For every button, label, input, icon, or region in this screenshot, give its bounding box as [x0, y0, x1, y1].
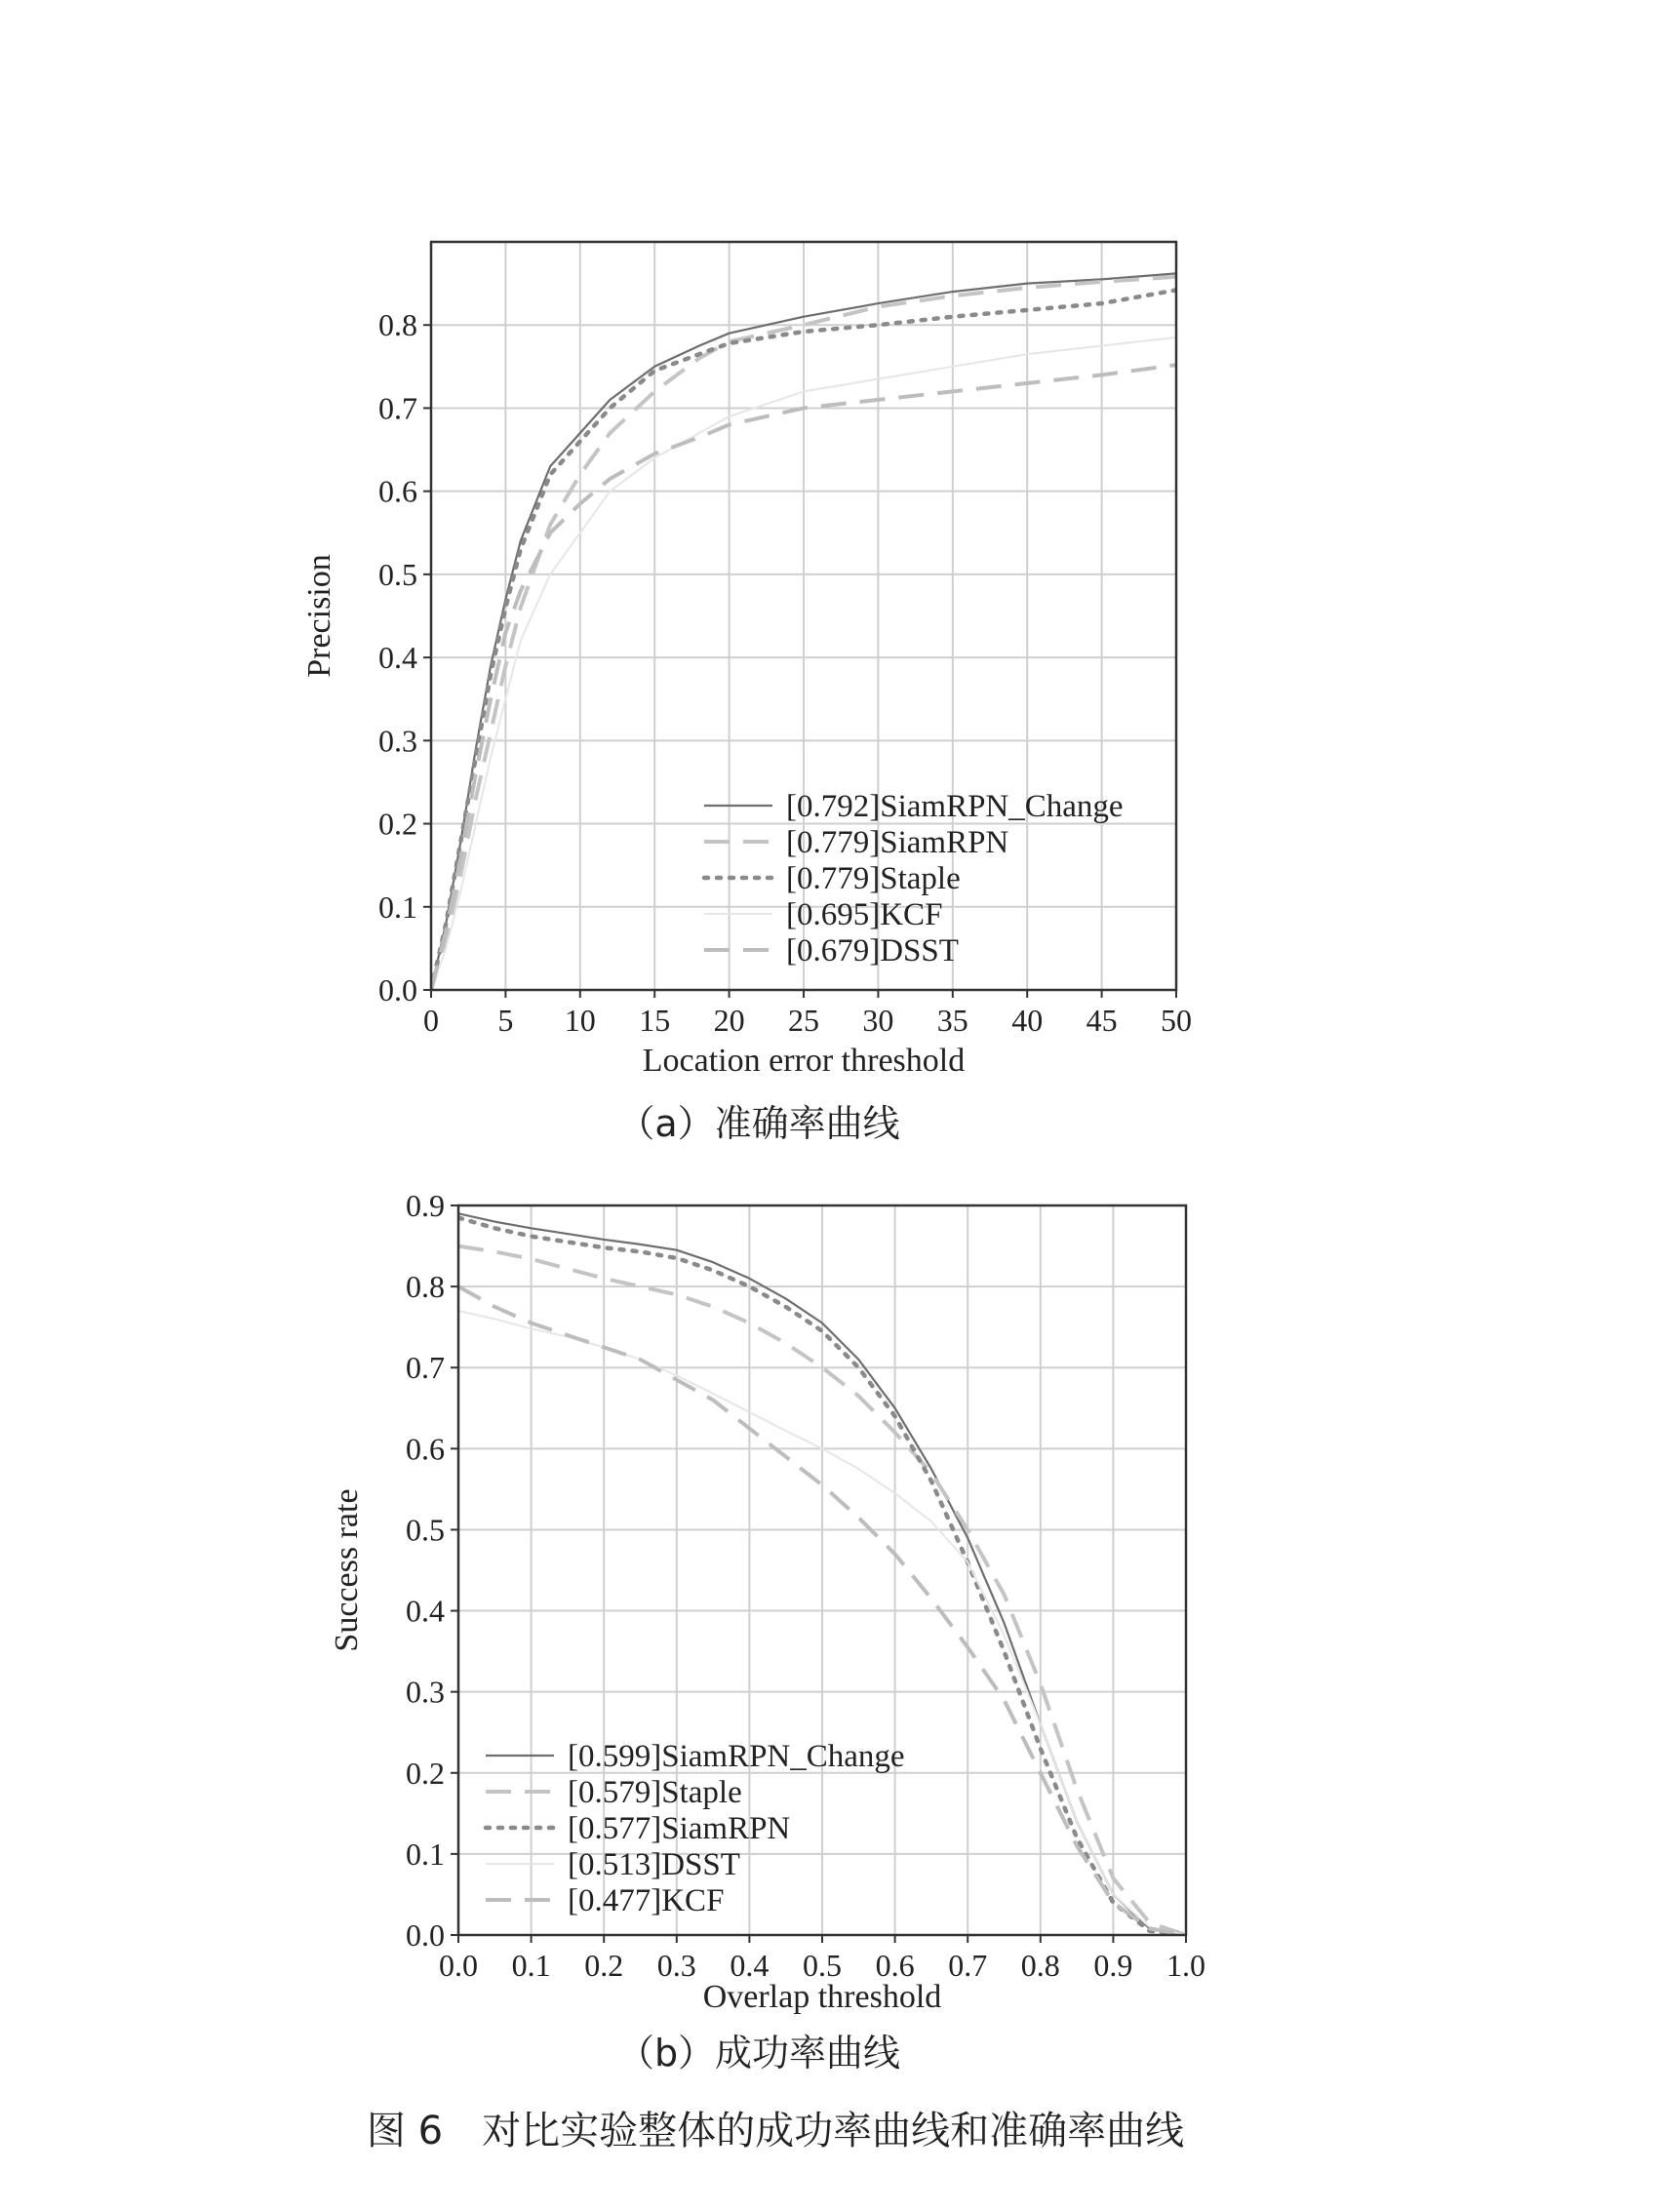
- y-tick-label: 0.1: [378, 889, 417, 925]
- x-tick-label: 0.2: [584, 1948, 624, 1983]
- x-axis-title: Location error threshold: [642, 1043, 966, 1079]
- x-tick-label: 20: [713, 1003, 745, 1038]
- y-tick-label: 0.4: [378, 640, 417, 676]
- y-axis-title: Precision: [301, 554, 337, 678]
- x-tick-label: 50: [1161, 1003, 1192, 1038]
- y-tick-label: 0.7: [406, 1350, 445, 1386]
- y-tick-label: 0.0: [378, 972, 417, 1007]
- x-tick-label: 5: [497, 1003, 514, 1038]
- x-tick-label: 0: [423, 1003, 439, 1038]
- caption-b: （b）成功率曲线: [616, 2032, 901, 2074]
- y-tick-label: 0.5: [378, 556, 417, 592]
- x-tick-label: 45: [1086, 1003, 1118, 1038]
- x-tick-label: 30: [862, 1003, 894, 1038]
- x-tick-label: 0.7: [948, 1948, 988, 1983]
- y-tick-label: 0.5: [406, 1512, 445, 1548]
- success-rate-chart: [329, 1188, 1205, 2015]
- legend-label-1: [0.792]SiamRPN_Change: [786, 789, 1124, 824]
- x-tick-label: 35: [936, 1003, 968, 1038]
- x-tick-label: 15: [639, 1003, 671, 1038]
- x-tick-label: 0.6: [875, 1948, 915, 1983]
- x-tick-label: 1.0: [1166, 1948, 1205, 1983]
- x-tick-label: 10: [564, 1003, 596, 1038]
- y-tick-label: 0.8: [378, 307, 417, 343]
- y-tick-label: 0.2: [378, 806, 417, 842]
- y-tick-label: 0.7: [378, 390, 417, 426]
- x-axis-title: Overlap threshold: [702, 1979, 942, 2015]
- figure-caption: 图 6 对比实验整体的成功率曲线和准确率曲线: [366, 2109, 1185, 2153]
- x-tick-label: 0.5: [803, 1948, 842, 1983]
- y-tick-label: 0.6: [378, 473, 417, 509]
- y-tick-label: 0.0: [406, 1917, 445, 1953]
- legend-label-3: [0.577]SiamRPN: [568, 1811, 791, 1846]
- x-tick-label: 40: [1011, 1003, 1044, 1038]
- x-tick-label: 0.0: [439, 1948, 478, 1983]
- legend-label-3: [0.779]Staple: [786, 861, 961, 896]
- x-tick-label: 25: [788, 1003, 819, 1038]
- caption-a: （a）准确率曲线: [617, 1102, 900, 1145]
- legend-label-1: [0.599]SiamRPN_Change: [568, 1739, 905, 1774]
- x-tick-label: 0.4: [730, 1948, 770, 1983]
- x-tick-label: 0.9: [1093, 1948, 1133, 1983]
- x-tick-label: 0.3: [656, 1948, 696, 1983]
- x-tick-label: 0.1: [511, 1948, 551, 1983]
- y-tick-label: 0.3: [406, 1674, 445, 1710]
- y-tick-label: 0.1: [406, 1836, 445, 1872]
- legend-label-2: [0.779]SiamRPN: [786, 825, 1009, 860]
- x-tick-label: 0.8: [1020, 1948, 1060, 1983]
- y-tick-label: 0.8: [406, 1269, 445, 1305]
- y-tick-label: 0.2: [406, 1755, 445, 1791]
- y-tick-label: 0.4: [406, 1593, 445, 1629]
- legend-label-5: [0.477]KCF: [568, 1883, 725, 1918]
- precision-chart: [301, 242, 1192, 1079]
- y-tick-label: 0.3: [378, 723, 417, 759]
- y-tick-label: 0.6: [406, 1431, 445, 1467]
- y-tick-label: 0.9: [406, 1188, 445, 1223]
- legend-label-5: [0.679]DSST: [786, 933, 959, 968]
- y-axis-title: Success rate: [329, 1488, 365, 1652]
- legend-label-4: [0.513]DSST: [568, 1847, 740, 1882]
- legend-label-2: [0.579]Staple: [568, 1775, 742, 1810]
- legend-label-4: [0.695]KCF: [786, 897, 943, 932]
